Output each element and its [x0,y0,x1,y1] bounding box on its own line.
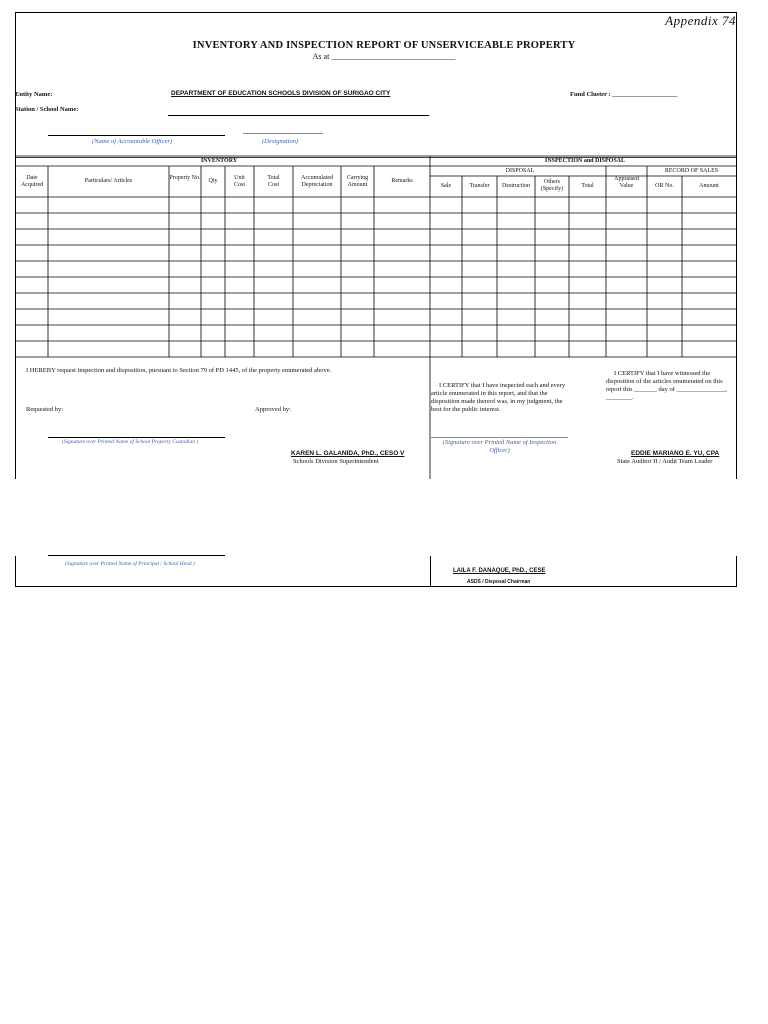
certify-witnessed-text: I CERTIFY that I have witnessed the disposition of the articles enumerated on this report this _______ day of _______________, ________. [606,370,727,401]
custodian-signature-line[interactable] [48,437,225,438]
requested-by-label: Requested by: [26,406,64,413]
disposal-header: DISPOSAL [505,168,535,174]
as-at-line: As at _______________________________ [312,52,456,61]
certify-inspected-text: I CERTIFY that I have inspected each and every article enumerated in this report, and that the disposition made thereof was, in my judgment, the best for the public interest. [431,382,566,413]
appendix-label: Appendix 74 [665,13,736,28]
col-date-acquired: Date Acquired [20,175,44,188]
principal-signature-line[interactable] [48,555,225,556]
entity-label: Entity Name: [15,91,53,98]
station-label: Station / School Name: [15,106,79,113]
col-total: Total [581,183,594,189]
designation-caption: (Designation) [262,138,299,145]
col-property-no: Property No. [169,175,201,181]
col-qty: Qty [208,178,218,184]
col-unit-cost: Unit Cost [233,175,245,188]
col-or-no: OR No. [655,183,674,189]
col-transfer: Transfer [469,183,490,189]
col-remarks: Remarks [391,178,413,184]
report-title: INVENTORY AND INSPECTION REPORT OF UNSERVICEABLE PROPERTY [192,40,576,51]
col-sale: Sale [440,183,452,189]
record-of-sales-header: RECORD OF SALES [664,168,719,174]
chairman-name: LAILA F. DANAQUE, PhD., CESE [453,568,546,574]
inspection-officer-signature-line[interactable] [431,437,568,438]
col-appraised-value: Appraised Value [614,176,639,189]
col-destruction: Destruction [502,183,530,189]
principal-caption: (Signature over Printed Name of Principal / School Head ) [65,561,195,567]
col-particulars: Particulars/ Articles [84,178,133,184]
inspection-header: INSPECTION and DISPOSAL [544,158,626,164]
custodian-caption: (Signature over Printed Name of School Property Custodian ) [62,439,199,445]
col-amount: Amount [699,183,719,189]
inventory-header: INVENTORY [200,158,238,164]
bottom-divider [430,556,431,587]
col-total-cost: Total Cost [267,175,280,188]
request-text: I HEREBY request inspection and disposition, pursuant to Section 79 of PD 1445, of the property enumerated above. [26,367,332,374]
approved-by-label: Approved by: [255,406,291,413]
entity-value: DEPARTMENT OF EDUCATION SCHOOLS DIVISION OF SURIGAO CITY [171,90,391,97]
col-others: Others (Specify) [540,179,564,192]
col-carrying-amount: Carrying Amount [346,175,369,188]
auditor-title: State Auditor II / Audit Team Leader [617,458,713,465]
officer-caption: (Name of Accountable Officer) [92,138,173,145]
inspection-officer-caption: (Signature over Printed Name of Inspection Officer) [442,439,557,454]
approver-title: Schools Division Superintendent [293,458,379,465]
chairman-title: ASDS / Disposal Chairman [467,579,531,585]
approver-name: KAREN L. GALANIDA, PhD., CESO V [291,450,405,457]
auditor-name: EDDIE MARIANO E. YU, CPA [631,450,720,457]
fund-cluster: Fund Cluster : ____________________ [570,91,678,98]
col-accumulated-depreciation: Accumulated Depreciation [301,175,333,188]
